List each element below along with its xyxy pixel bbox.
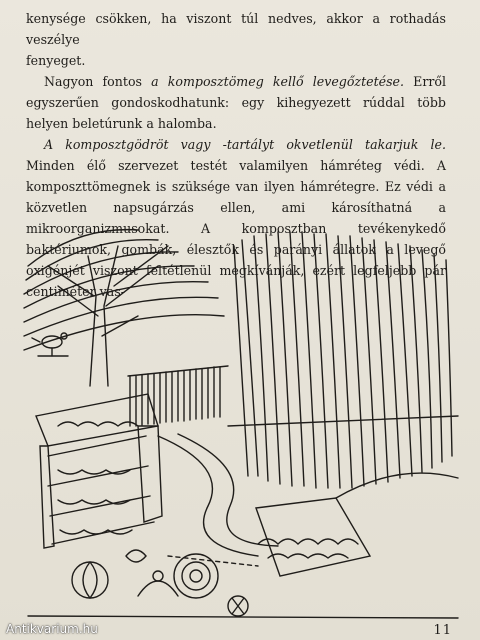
decorative-flowers (28, 550, 458, 618)
emphasis-cover: A komposztgödröt vagy -tartályt okvetlenül takarjuk le. (44, 137, 446, 152)
tree-icon (48, 246, 168, 386)
garden-compost-illustration (18, 226, 470, 624)
paragraph-1: kenysége csökken, ha viszont túl nedves, akkor a rothadás veszélye fenyeget. (26, 11, 446, 68)
watermark-text: Antikvarium.hu (6, 622, 98, 636)
willow-tree-icon (228, 232, 458, 488)
compost-pit-icon (256, 473, 458, 576)
sun-rays (24, 230, 224, 350)
paragraph-2: Nagyon fontos a komposztömeg kellő levegőztetése. Erről egyszerűen gondoskodhatunk: egy kihegyezett rúddal több helyen beletúrunk a halomba. (26, 74, 446, 131)
garden-path (158, 434, 278, 566)
emphasis-aeration: a komposztömeg kellő levegőztetése. (151, 74, 405, 89)
page-number: 11 (433, 623, 452, 638)
wooden-fence (128, 366, 228, 426)
paragraph-3: A komposztgödröt vagy -tartályt okvetlenül takarjuk le. Minden élő szervezet testét valamilyen hámréteg védi. A komposzttömegnek is szüksége van ilyen hámrétegre. Ez védi a közvetlen napsugárzás ellen, ami károsíthatná a mikroorganizmusokat. A komposztban tevékenykedő baktériumok, gombák, élesztők és parányi állatok a levegő oxigénjét viszont feltétlenül megkívánják, ezért legfeljebb pár centiméter vas- (26, 137, 446, 299)
compost-crate-icon (36, 394, 162, 548)
